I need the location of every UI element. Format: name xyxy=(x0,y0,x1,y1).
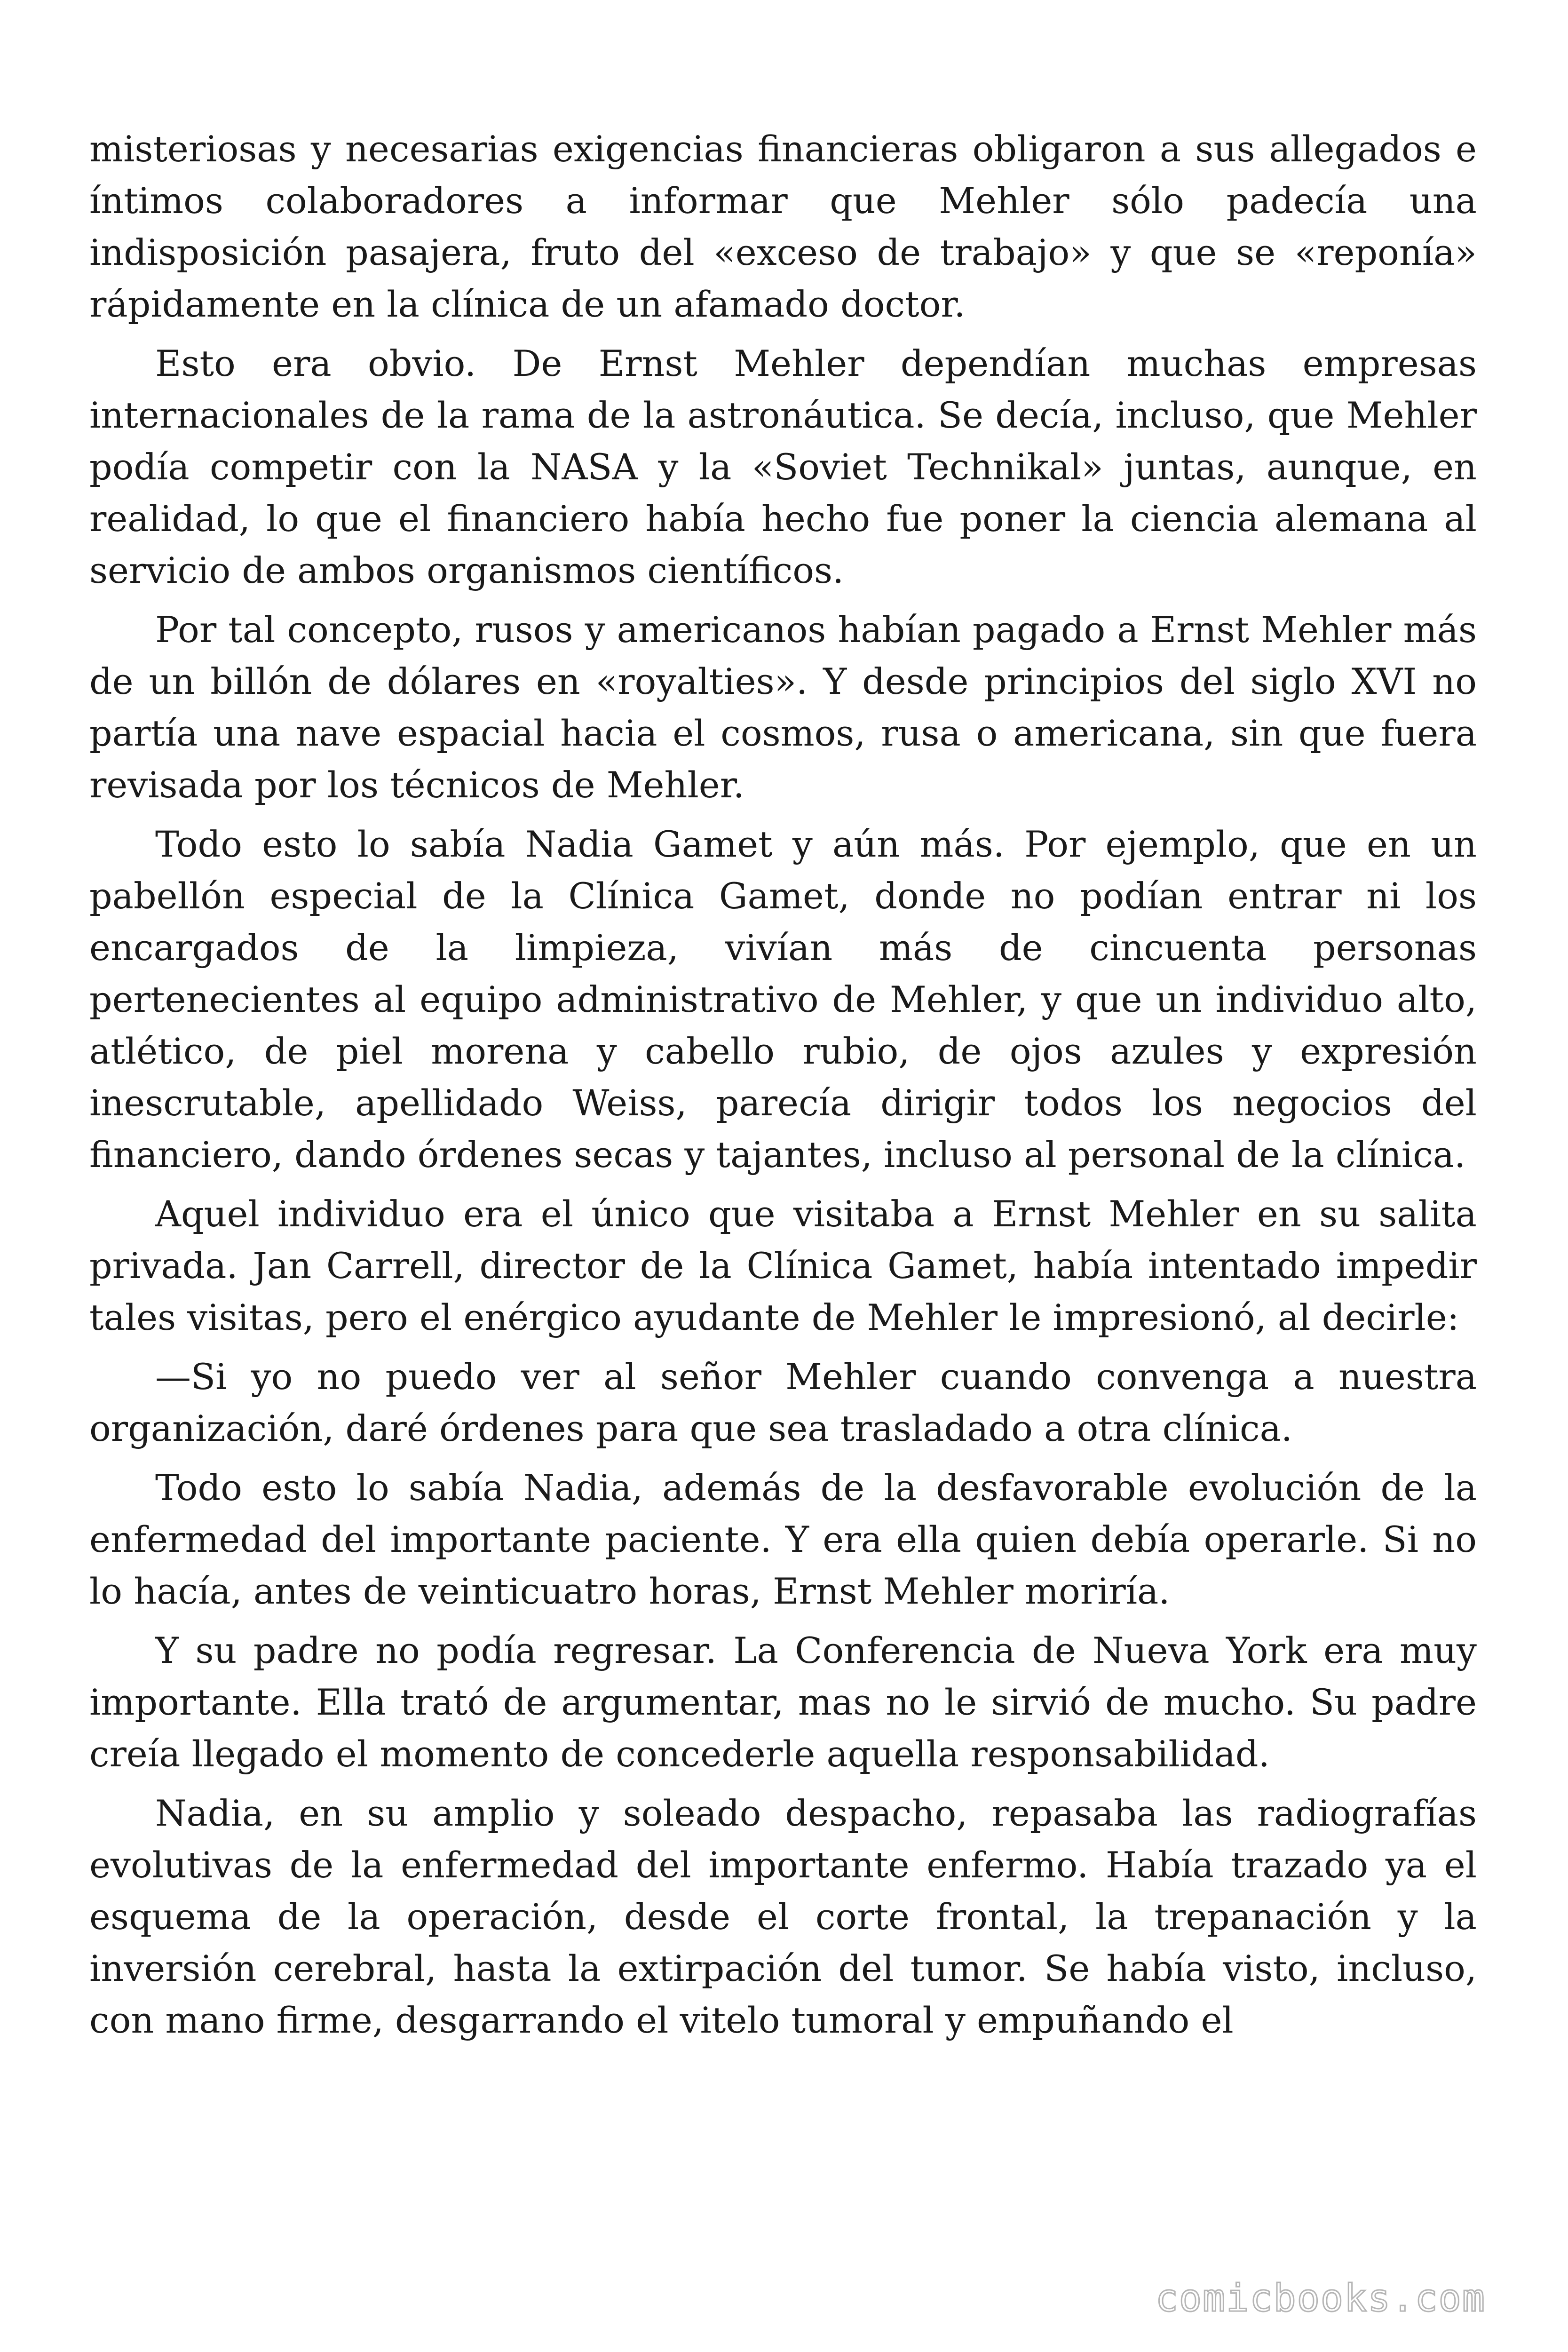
paragraph: Todo esto lo sabía Nadia, además de la desfavorable evolución de la enfermedad del importante paciente. Y era ella quien debía operarle. Si no lo hacía, antes de veinticuatro horas, Ernst Mehler moriría. xyxy=(89,1467,1477,1612)
paragraph: Nadia, en su amplio y soleado despacho, repasaba las radiografías evolutivas de la enfermedad del importante enfermo. Había trazado ya el esquema de la operación, desde el corte frontal, la trepanación y la inversión cerebral, hasta la extirpación del tumor. Se había visto, incluso, con mano firme, desgarrando el vitelo tumoral y empuñando el xyxy=(89,1792,1477,2041)
page-body xyxy=(89,123,1477,2054)
paragraph: Aquel individuo era el único que visitaba a Ernst Mehler en su salita privada. Jan Carrell, director de la Clínica Gamet, había intentado impedir tales visitas, pero el enérgico ayudante de Mehler le impresionó, al decirle: xyxy=(89,1193,1477,1338)
paragraph: Por tal concepto, rusos y americanos habían pagado a Ernst Mehler más de un billón de dólares en «royalties». Y desde principios del siglo XVI no partía una nave espacial hacia el cosmos, rusa o americana, sin que fuera revisada por los técnicos de Mehler. xyxy=(89,609,1477,806)
paragraph: misteriosas y necesarias exigencias financieras obligaron a sus allegados e íntimos colaboradores a informar que Mehler sólo padecía una indisposición pasajera, fruto del «exceso de trabajo» y que se «reponía» rápidamente en la clínica de un afamado doctor. xyxy=(89,128,1477,325)
paragraph: Esto era obvio. De Ernst Mehler dependían muchas empresas internacionales de la rama de la astronáutica. Se decía, incluso, que Mehler podía competir con la NASA y la «Soviet Technikal» juntas, aunque, en realidad, lo que el financiero había hecho fue poner la ciencia alemana al servicio de ambos organismos científicos. xyxy=(89,342,1477,591)
paragraph: Todo esto lo sabía Nadia Gamet y aún más. Por ejemplo, que en un pabellón especial de la Clínica Gamet, donde no podían entrar ni los encargados de la limpieza, vivían más de cincuenta personas pertenecientes al equipo administrativo de Mehler, y que un individuo alto, atlético, de piel morena y cabello rubio, de ojos azules y expresión inescrutable, apellidado Weiss, parecía dirigir todos los negocios del financiero, dando órdenes secas y tajantes, incluso al personal de la clínica. xyxy=(89,823,1477,1176)
paragraph: Y su padre no podía regresar. La Conferencia de Nueva York era muy importante. Ella trató de argumentar, mas no le sirvió de mucho. Su padre creía llegado el momento de concederle aquella responsabilidad. xyxy=(89,1629,1477,1775)
paragraph: —Si yo no puedo ver al señor Mehler cuando convenga a nuestra organización, daré órdenes para que sea trasladado a otra clínica. xyxy=(89,1356,1477,1449)
watermark: comicbooks.com xyxy=(1155,2276,1486,2320)
